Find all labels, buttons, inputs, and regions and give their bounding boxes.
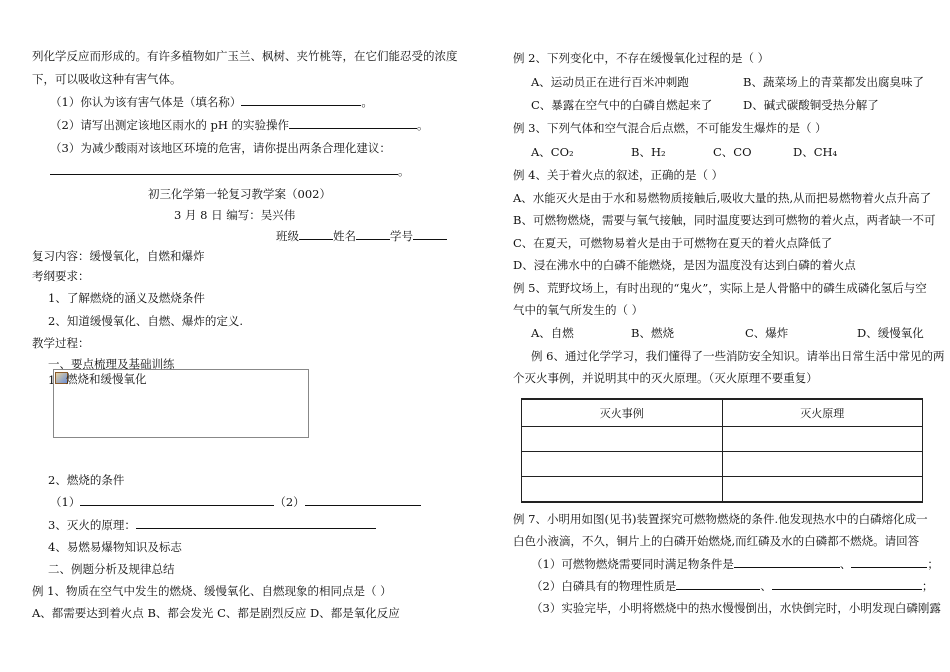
option: C、爆炸 [745, 326, 789, 340]
question-text: （1）可燃物燃烧需要同时满足物条件是 [531, 557, 734, 571]
example-5: 例 5、荒野坟场上，有时出现的“鬼火”，实际上是人骨骼中的磷生成磷化氢后与空 [513, 281, 927, 295]
question-2 [50, 117, 429, 133]
example-6: 例 6、通过化学学习，我们懂得了一些消防安全知识。请举出日常生活中常见的两 [531, 349, 945, 363]
answer-blank[interactable] [136, 517, 376, 529]
option: B、蔬菜场上的青菜都发出腐臭味了 [743, 75, 924, 89]
answer-blank[interactable] [50, 163, 398, 175]
process-title: 教学过程： [32, 336, 90, 350]
answer-blank[interactable] [772, 578, 922, 590]
option: A、自燃 [531, 326, 574, 340]
item-heading: 2、燃烧的条件 [48, 473, 125, 487]
separator: ； [927, 557, 939, 571]
item-heading: 3、灭火的原理： [48, 518, 136, 532]
id-label: 学号 [390, 229, 413, 243]
table-row [522, 477, 923, 503]
name-label: 姓名 [333, 229, 356, 243]
question-3: （3）为减少酸雨对该地区环境的危害，请你提出两条合理化建议： [50, 141, 391, 155]
table-cell[interactable] [522, 427, 723, 452]
question-3-blank [50, 163, 410, 179]
option: B、可燃物燃烧，需要与氧气接触，同时温度要达到可燃物的着火点，两者缺一不可 [513, 213, 936, 227]
conditions-line [50, 494, 421, 510]
class-label: 班级 [276, 229, 299, 243]
example-3: 例 3、下列气体和空气混合后点燃，不可能发生爆炸的是（ ） [513, 121, 827, 135]
period: 。 [398, 164, 410, 178]
option: A、CO₂ [531, 145, 574, 159]
section-heading: 二、例题分析及规律总结 [48, 562, 175, 576]
separator: 、 [760, 579, 772, 593]
example-7-q2 [531, 578, 933, 594]
date-author: 3 月 8 日 编写：吴兴伟 [174, 208, 296, 222]
section-heading: 一、要点梳理及基础训练 [48, 357, 175, 371]
table-cell[interactable] [522, 477, 723, 503]
table-cell[interactable] [722, 427, 923, 452]
separator: 、 [839, 557, 852, 571]
example-7: 例 7、小明用如图(见书)装置探究可燃物燃烧的条件.他发现热水中的白磷熔化成一 [513, 512, 928, 526]
example-7-cont: 白色小液滴，不久，铜片上的白磷开始燃烧,而红磷及水的白磷都不燃烧。请回答 [513, 534, 920, 548]
option: B、H₂ [631, 145, 666, 159]
option: A、水能灭火是由于水和易燃物质接触后,吸收大量的热,从而把易燃物着火点升高了 [513, 191, 932, 205]
student-info [276, 228, 447, 244]
table-row [522, 452, 923, 477]
option: D、CH₄ [793, 145, 838, 159]
answer-box[interactable] [53, 369, 309, 438]
option: C、在夏天，可燃物易着火是由于可燃物在夏天的着火点降低了 [513, 236, 833, 250]
table-header-row [522, 399, 923, 427]
answer-blank[interactable] [241, 94, 361, 106]
outline-item: 1、了解燃烧的涵义及燃烧条件 [48, 291, 205, 305]
outline-title: 考纲要求： [32, 269, 90, 283]
option: A、运动员正在进行百米冲刺跑 [531, 75, 689, 89]
table-row [522, 427, 923, 452]
table-cell[interactable] [722, 477, 923, 503]
example-7-q1 [531, 556, 939, 572]
example-6-cont: 个灭火事例，并说明其中的灭火原理。（灭火原理不要重复） [513, 371, 818, 385]
example-5-cont: 气中的氧气所发生的（ ） [513, 303, 644, 317]
table-cell[interactable] [722, 452, 923, 477]
fire-table [521, 398, 923, 503]
answer-blank[interactable] [289, 117, 417, 129]
separator: ； [921, 579, 934, 593]
box-label: 燃烧和缓慢氧化 [66, 372, 147, 386]
option: B、燃烧 [631, 326, 674, 340]
table-header-cell: 灭火事例 [522, 399, 723, 427]
option: D、浸在沸水中的白磷不能燃烧，是因为温度没有达到白磷的着火点 [513, 258, 856, 272]
question-text: （2）白磷具有的物理性质是 [531, 579, 677, 593]
blank-label: （2） [274, 495, 305, 509]
review-content: 复习内容：缓慢氧化，自燃和爆炸 [32, 249, 205, 263]
id-field[interactable] [413, 228, 447, 240]
answer-blank[interactable] [305, 494, 421, 506]
name-field[interactable] [356, 228, 390, 240]
option: D、碱式碳酸铜受热分解了 [743, 98, 879, 112]
table-cell[interactable] [522, 452, 723, 477]
option: C、暴露在空气中的白磷自燃起来了 [531, 98, 713, 112]
blank-label: （1） [50, 495, 81, 509]
outline-item: 2、知道缓慢氧化、自燃、爆炸的定义. [48, 314, 243, 328]
class-field[interactable] [299, 228, 333, 240]
table-header-cell: 灭火原理 [722, 399, 923, 427]
period: 。 [417, 118, 429, 132]
example-1: 例 1、物质在空气中发生的燃烧、缓慢氧化、自燃现象的相同点是（ ） [32, 584, 392, 598]
question-1-text: （1）你认为该有害气体是（填名称） [50, 95, 242, 109]
text-line: 列化学反应而形成的。有许多植物如广玉兰、枫树、夹竹桃等，在它们能忍受的浓度 [32, 49, 458, 63]
text-line: 下，可以吸收这种有害气体。 [32, 72, 182, 86]
answer-blank[interactable] [851, 556, 927, 568]
worksheet-title: 初三化学第一轮复习教学案（002） [148, 187, 331, 201]
option: C、CO [713, 145, 752, 159]
answer-blank[interactable] [734, 556, 840, 568]
option: D、缓慢氧化 [857, 326, 924, 340]
answer-blank[interactable] [676, 578, 760, 590]
question-1 [50, 94, 373, 110]
box-prefix: 1 [48, 373, 56, 387]
example-1-options: A、都需要达到着火点 B、都会发光 C、都是剧烈反应 D、都是氧化反应 [32, 606, 400, 620]
item-heading: 4、易燃易爆物知识及标志 [48, 540, 182, 554]
example-7-q3: （3）实验完毕，小明将燃烧中的热水慢慢倒出，水快倒完时，小明发现白磷刚露 [531, 601, 941, 615]
answer-blank[interactable] [80, 494, 274, 506]
period: 。 [361, 95, 373, 109]
question-2-text: （2）请写出测定该地区雨水的 pH 的实验操作 [50, 118, 290, 132]
example-4: 例 4、关于着火点的叙述，正确的是（ ） [513, 168, 724, 182]
principle-line [48, 517, 376, 533]
example-2: 例 2、下列变化中，不存在缓慢氧化过程的是（ ） [513, 51, 770, 65]
